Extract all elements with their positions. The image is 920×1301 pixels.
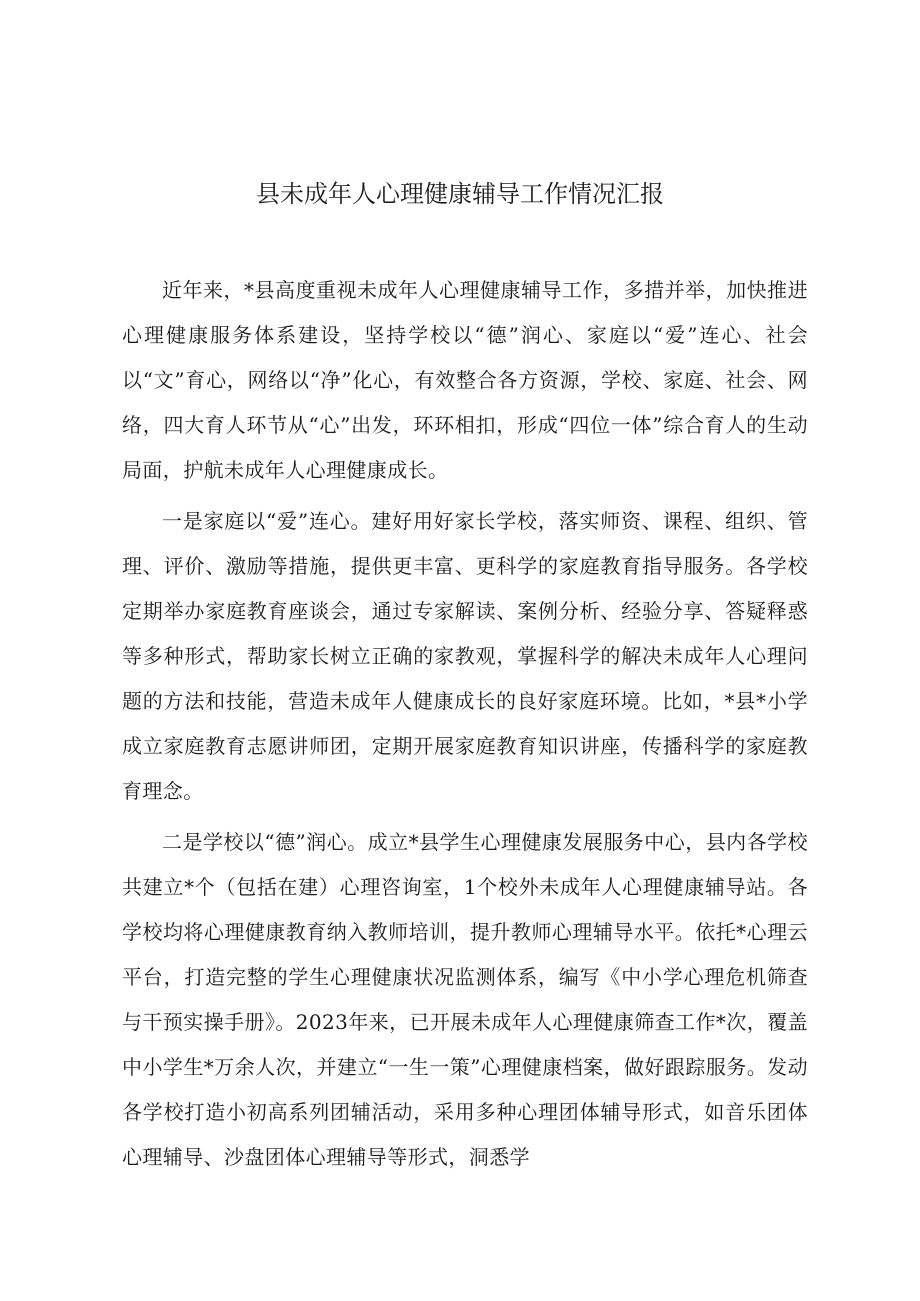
document-body [122, 268, 808, 1186]
paragraph-intro: 近年来，*县高度重视未成年人心理健康辅导工作，多措并举，加快推进心理健康服务体系建设，坚持学校以“德”润心、家庭以“爱”连心、社会以“文”育心，网络以“净”化心，有效整合各方资源，学校、家庭、社会、网络，四大育人环节从“心”出发，环环相扣，形成“四位一体”综合育人的生动局面，护航未成年人心理健康成长。 [122, 278, 808, 482]
paragraph-school: 二是学校以“德”润心。成立*县学生心理健康发展服务中心，县内各学校共建立*个（包括在建）心理咨询室，1个校外未成年人心理健康辅导站。各学校均将心理健康教育纳入教师培训，提升教师心理辅导水平。依托*心理云平台，打造完整的学生心理健康状况监测体系，编写《中小学心理危机筛查与干预实操手册》。2023年来，已开展未成年人心理健康筛查工作*次，覆盖中小学生*万余人次，并建立“一生一策”心理健康档案，做好跟踪服务。发动各学校打造小初高系列团辅活动，采用多种心理团体辅导形式，如音乐团体心理辅导、沙盘团体心理辅导等形式，洞悉学 [122, 830, 808, 1169]
paragraph-family: 一是家庭以“爱”连心。建好用好家长学校，落实师资、课程、组织、管理、评价、激励等措施，提供更丰富、更科学的家庭教育指导服务。各学校定期举办家庭教育座谈会，通过专家解读、案例分析、经验分享、答疑释惑等多种形式，帮助家长树立正确的家教观，掌握科学的解决未成年人心理问题的方法和技能，营造未成年人健康成长的良好家庭环境。比如，*县*小学成立家庭教育志愿讲师团，定期开展家庭教育知识讲座，传播科学的家庭教育理念。 [122, 509, 808, 803]
document-title: 县未成年人心理健康辅导工作情况汇报 [256, 180, 664, 208]
